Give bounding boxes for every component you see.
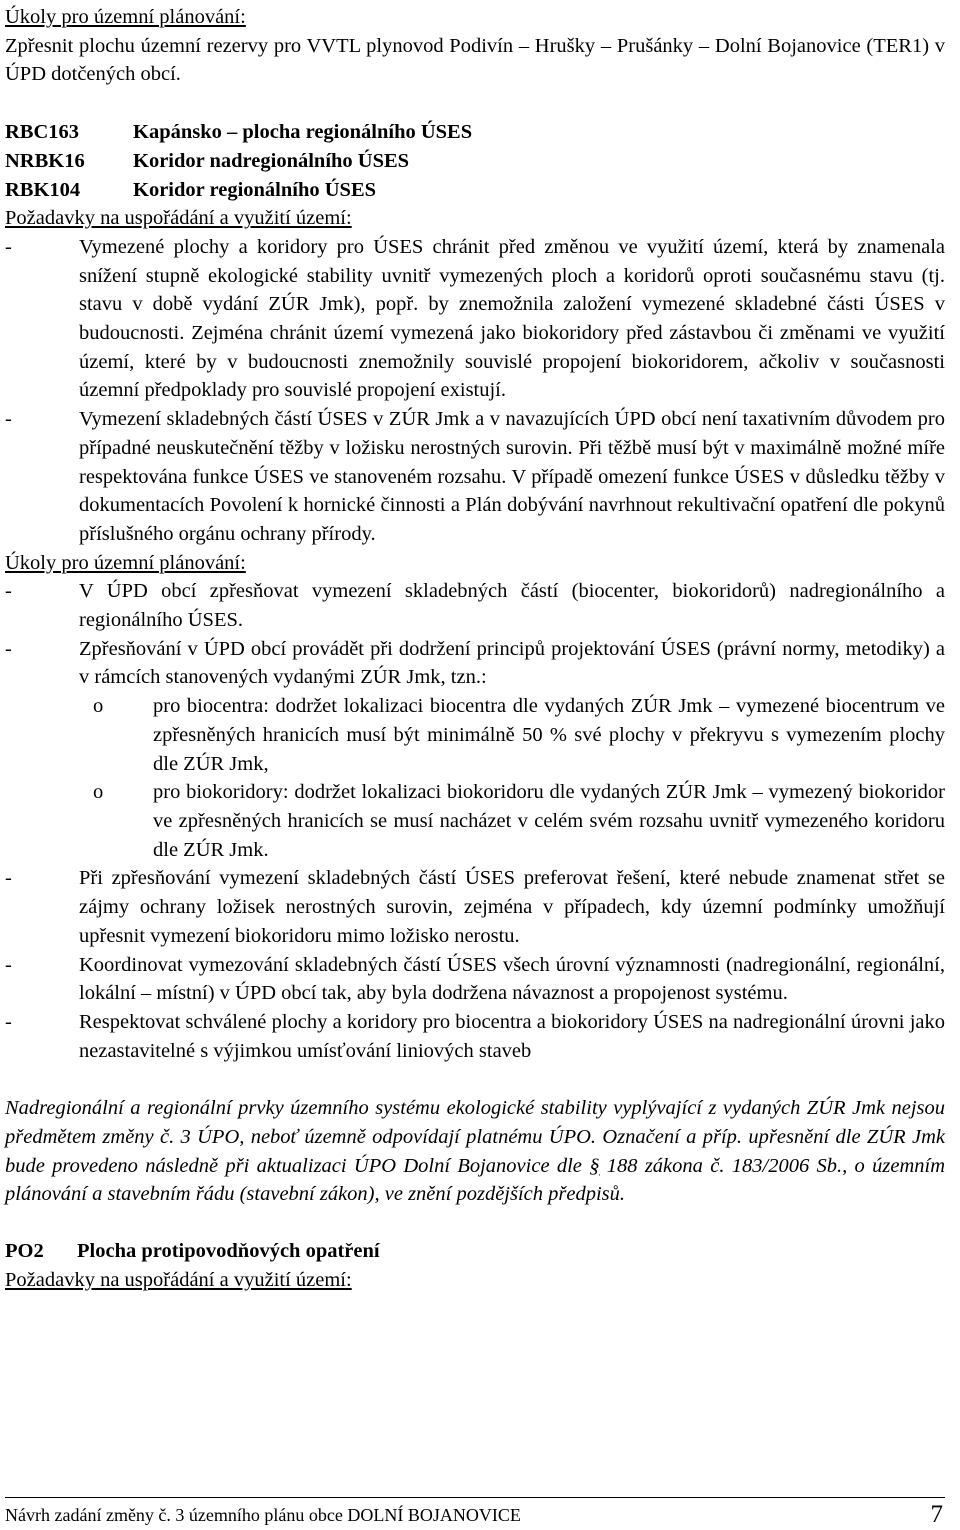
requirements-heading: Požadavky na uspořádání a využití území: bbox=[5, 207, 352, 230]
code-list bbox=[5, 118, 945, 204]
list-item-text: Respektovat schválené plochy a koridory pro biocentra a biokoridory ÚSES na nadregionální úrovni jako nezastavitelné s výjimkou umísťování liniových staveb bbox=[79, 1010, 945, 1062]
po2-requirements-heading: Požadavky na uspořádání a využití území: bbox=[5, 1268, 352, 1291]
dash-marker: - bbox=[5, 953, 12, 976]
list-item bbox=[5, 405, 945, 549]
list-item bbox=[5, 951, 945, 1008]
list-item-text: Vymezené plochy a koridory pro ÚSES chránit před změnou ve využití území, která by znamenala snížení stupně ekologické stability uvnitř vymezených ploch a koridorů oproti současnému stavu (tj. stavu v době vydání ZÚR Jmk), popř. by znemožnila založení vymezené skladebné části ÚSES v budoucnosti. Zejména chránit území vymezená jako biokoridory před zástavbou či změnami ve využití území, které by v budoucnosti znemožnily souvislé propojení biokoridorem, ačkoliv v současnosti územní předpoklady pro souvislé propojení existují. bbox=[79, 235, 945, 402]
intro-text: Zpřesnit plochu územní rezervy pro VVTL plynovod Podivín – Hrušky – Prušánky – Dolní Bojanovice (TER1) v ÚPD dotčených obcí. bbox=[5, 34, 945, 86]
circle-marker: o bbox=[93, 695, 104, 718]
dash-marker: - bbox=[5, 1010, 12, 1033]
list-item-text: V ÚPD obcí zpřesňovat vymezení skladebných částí (biocenter, biokoridorů) nadregionálního a regionálního ÚSES. bbox=[79, 580, 945, 632]
intro-heading: Úkoly pro územní plánování: bbox=[5, 6, 246, 28]
page-footer bbox=[5, 1497, 945, 1528]
section-heading bbox=[5, 1237, 945, 1266]
dash-marker: - bbox=[5, 235, 12, 258]
footer-text: Návrh zadání změny č. 3 územního plánu obce DOLNÍ BOJANOVICE bbox=[5, 1505, 521, 1525]
note-text: Nadregionální a regionální prvky územního systému ekologické stability vyplývající z vydaných ZÚR Jmk nejsou předmětem změny č. 3 ÚPO, neboť územně odpovídají platnému ÚPO. Označení a příp. upřesnění dle ZÚR Jmk bude provedeno následně při aktualizaci ÚPO Dolní Bojanovice dle bbox=[5, 1097, 945, 1177]
sub-list-item bbox=[81, 692, 945, 778]
code-row bbox=[5, 176, 945, 205]
list-item bbox=[5, 233, 945, 405]
sub-list-item-text: pro biokoridory: dodržet lokalizaci biokoridoru dle vydaných ZÚR Jmk – vymezený biokoridor ve zpřesněných hranicích se musí nacházet v celém svém rozsahu uvnitř vymezeného koridoru dle ZÚR Jmk. bbox=[153, 781, 945, 861]
list-item bbox=[5, 577, 945, 634]
code-id: RBK104 bbox=[5, 178, 81, 201]
italic-note bbox=[5, 1094, 945, 1209]
list-item-text: Při zpřesňování vymezení skladebných částí ÚSES preferovat řešení, které nebude znamenat střet se zájmy ochrany ložisek nerostných surovin, zejména v případech, kdy územní podmínky umožňují upřesnit vymezení biokoridoru mimo ložisko nerostu. bbox=[79, 867, 945, 947]
sub-list-item-text: pro biocentra: dodržet lokalizaci biocentra dle vydaných ZÚR Jmk – vymezené biocentrum ve zpřesněných hranicích musí být minimálně 50 % své plochy v překryvu s vymezením plochy dle ZÚR Jmk, bbox=[153, 695, 945, 775]
page-number: 7 bbox=[930, 1501, 943, 1528]
dash-marker: - bbox=[5, 408, 12, 431]
list-item-text: Zpřesňování v ÚPD obcí provádět při dodržení principů projektování ÚSES (právní normy, metodiky) a v rámcích stanovených vydanými ZÚR Jmk, tzn.: bbox=[79, 637, 945, 689]
document-page bbox=[5, 3, 945, 1295]
dash-marker: - bbox=[5, 637, 12, 660]
code-row bbox=[5, 118, 945, 147]
list-item bbox=[5, 864, 945, 950]
section-title: Plocha protipovodňových opatření bbox=[77, 1240, 380, 1263]
tasks-heading: Úkoly pro územní plánování: bbox=[5, 551, 246, 574]
note-text: 188 zákona č. 183/2006 Sb., o územním plánování a stavebním řádu (stavební zákon), ve znění pozdějších předpisů. bbox=[5, 1154, 945, 1206]
code-name: Koridor nadregionálního ÚSES bbox=[133, 149, 410, 172]
code-id: RBC163 bbox=[5, 121, 80, 144]
circle-marker: o bbox=[93, 781, 104, 804]
list-item bbox=[5, 1008, 945, 1065]
dash-marker: - bbox=[5, 580, 12, 603]
list-item-text: Koordinovat vymezování skladebných částí ÚSES všech úrovní významnosti (nadregionální, regionální, lokální – místní) v ÚPD obcí tak, aby byla dodržena návaznost a propojenost systému. bbox=[79, 953, 945, 1005]
list-item bbox=[5, 635, 945, 692]
sub-list-item bbox=[81, 778, 945, 864]
list-item-text: Vymezení skladebných částí ÚSES v ZÚR Jmk a v navazujících ÚPD obcí není taxativním důvodem pro případné neuskutečnění těžby v ložisku nerostných surovin. Při těžbě musí být v maximálně možné míře respektována funkce ÚSES ve stanoveném rozsahu. V případě omezení funkce ÚSES v důsledku těžby v dokumentacích Povolení k hornické činnosti a Plán dobývání navrhnout rekultivační opatření dle pokynů příslušného orgánu ochrany přírody. bbox=[79, 408, 945, 545]
dash-marker: - bbox=[5, 867, 12, 890]
code-name: Koridor regionálního ÚSES bbox=[133, 178, 377, 201]
section-code: PO2 bbox=[5, 1240, 44, 1263]
code-id: NRBK16 bbox=[5, 149, 85, 172]
section-sign: § bbox=[589, 1154, 600, 1177]
code-name: Kapánsko – plocha regionálního ÚSES bbox=[133, 121, 473, 144]
code-row bbox=[5, 147, 945, 176]
